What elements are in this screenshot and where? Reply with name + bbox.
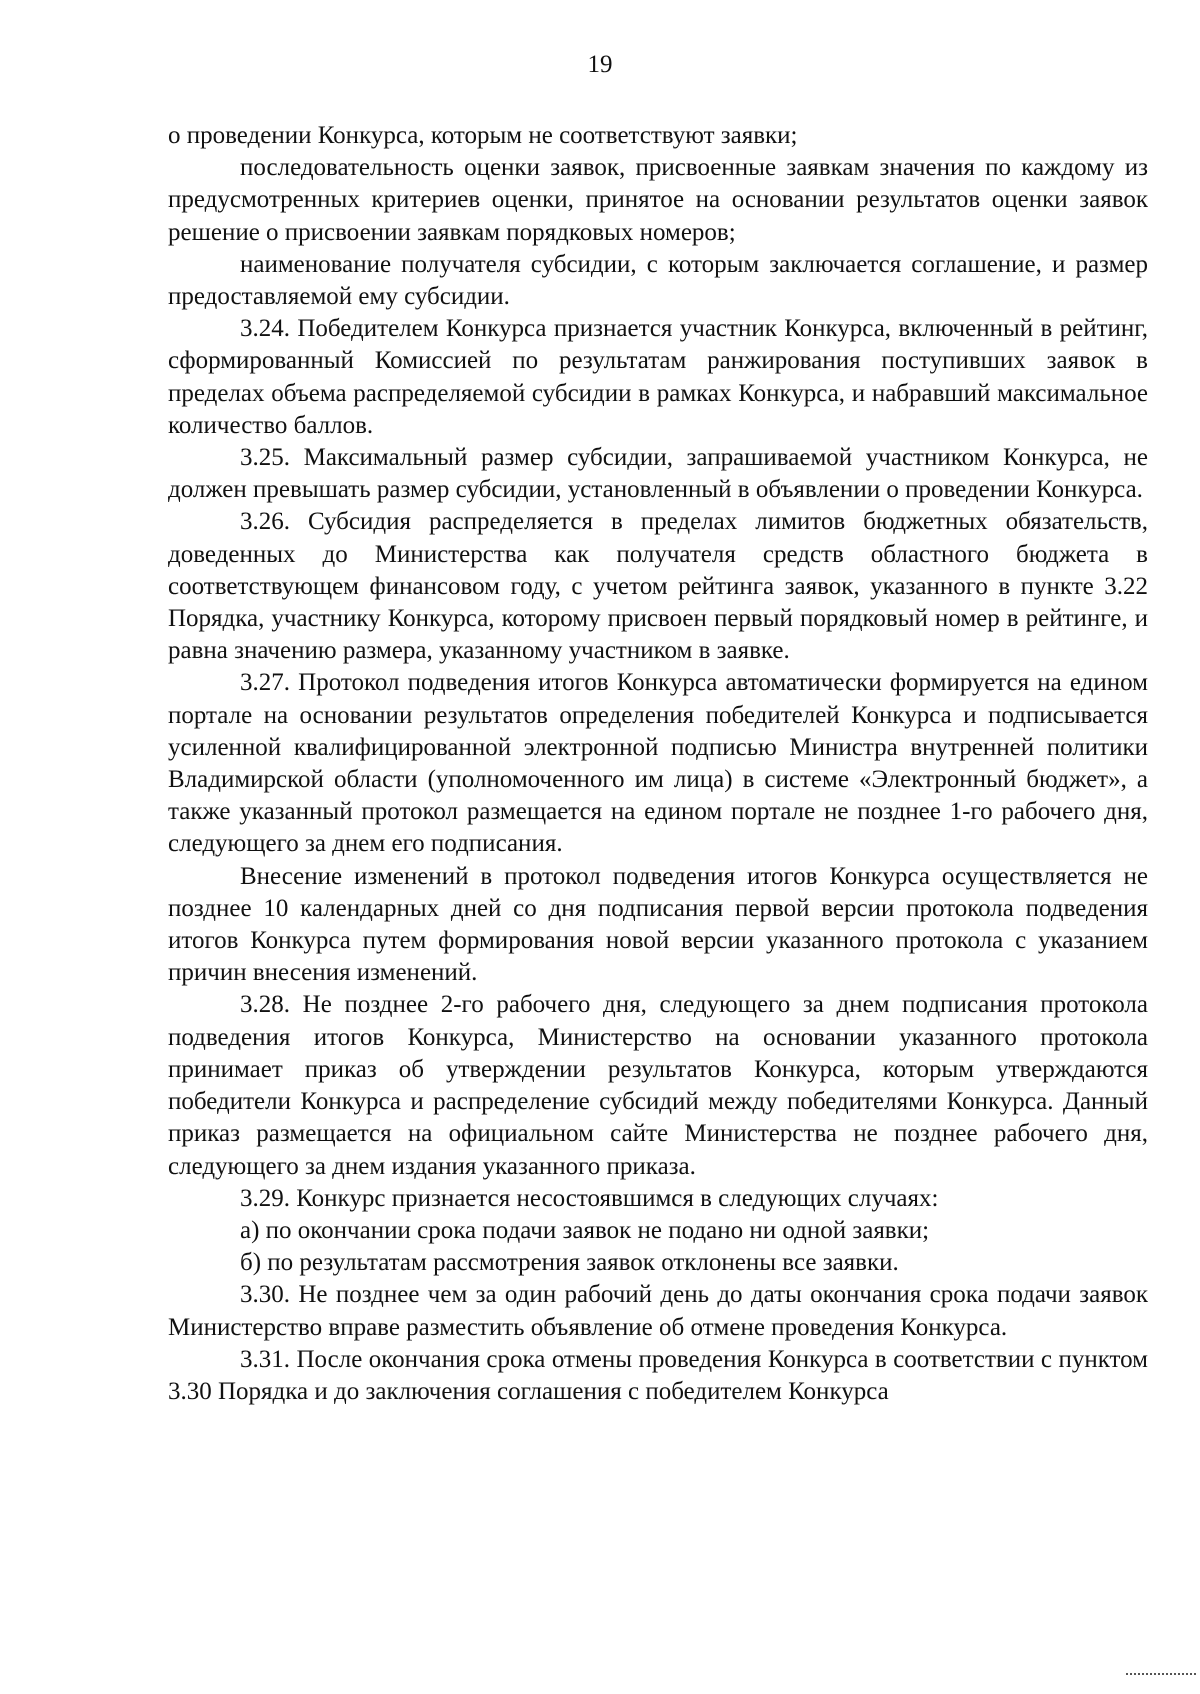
paragraph-3-28: 3.28. Не позднее 2-го рабочего дня, следующего за днем подписания протокола подведения итогов Конкурса, Министерство на основании указанного протокола принимает приказ об утверждении результатов Конкурса, которым утверждаются победители Конкурса и распределение субсидий между победителями Конкурса. Данный приказ размещается на официальном сайте Министерства не позднее рабочего дня, следующего за днем издания указанного приказа. xyxy=(168,991,1148,1180)
list-item-a: а) по окончании срока подачи заявок не подано ни одной заявки; xyxy=(240,1216,930,1244)
page-number: 19 xyxy=(587,51,613,78)
paragraph-3-27: 3.27. Протокол подведения итогов Конкурса автоматически формируется на едином портале на основании результатов определения победителей Конкурса и подписывается усиленной квалифицированной электронной подписью Министра внутренней политики Владимирской области (уполномоченного им лица) в системе «Электронный бюджет», а также указанный протокол размещается на едином портале не позднее 1-го рабочего дня, следующего за днем его подписания. xyxy=(168,669,1148,858)
paragraph-3-24: 3.24. Победителем Конкурса признается участник Конкурса, включенный в рейтинг, сформированный Комиссией по результатам ранжирования поступивших заявок в пределах объема распределяемой субсидии в рамках Конкурса, и набравший максимальное количество баллов. xyxy=(168,315,1148,439)
paragraph-3-30: 3.30. Не позднее чем за один рабочий день до даты окончания срока подачи заявок Министерство вправе разместить объявление об отмене проведения Конкурса. xyxy=(168,1281,1148,1341)
scan-edge-mark xyxy=(1126,1673,1196,1675)
paragraph-3-31: 3.31. После окончания срока отмены проведения Конкурса в соответствии с пунктом 3.30 Порядка и до заключения соглашения с победителем Конкурса xyxy=(168,1345,1148,1405)
paragraph-recipient-name: наименование получателя субсидии, с которым заключается соглашение, и размер предоставляемой ему субсидии. xyxy=(168,250,1148,311)
paragraph-3-29: 3.29. Конкурс признается несостоявшимся в следующих случаях: xyxy=(240,1184,939,1212)
list-item-b: б) по результатам рассмотрения заявок отклонены все заявки. xyxy=(240,1249,899,1277)
document-body xyxy=(168,120,1148,1408)
paragraph-3-26: 3.26. Субсидия распределяется в пределах лимитов бюджетных обязательств, доведенных до Министерства как получателя средств областного бюджета в соответствующем финансовом году, с учетом рейтинга заявок, указанного в пункте 3.22 Порядка, участнику Конкурса, которому присвоен первый порядковый номер в рейтинге, и равна значению размера, указанному участником в заявке. xyxy=(168,508,1148,665)
paragraph-continuation: о проведении Конкурса, которым не соответствуют заявки; xyxy=(168,122,798,149)
paragraph-protocol-changes: Внесение изменений в протокол подведения итогов Конкурса осуществляется не позднее 10 календарных дней со дня подписания первой версии протокола подведения итогов Конкурса путем формирования новой версии указанного протокола с указанием причин внесения изменений. xyxy=(168,862,1148,987)
paragraph-evaluation-sequence: последовательность оценки заявок, присвоенные заявкам значения по каждому из предусмотренных критериев оценки, принятое на основании результатов оценки заявок решение о присвоении заявкам порядковых номеров; xyxy=(168,154,1148,246)
paragraph-3-25: 3.25. Максимальный размер субсидии, запрашиваемой участником Конкурса, не должен превышать размер субсидии, установленный в объявлении о проведении Конкурса. xyxy=(168,444,1148,504)
